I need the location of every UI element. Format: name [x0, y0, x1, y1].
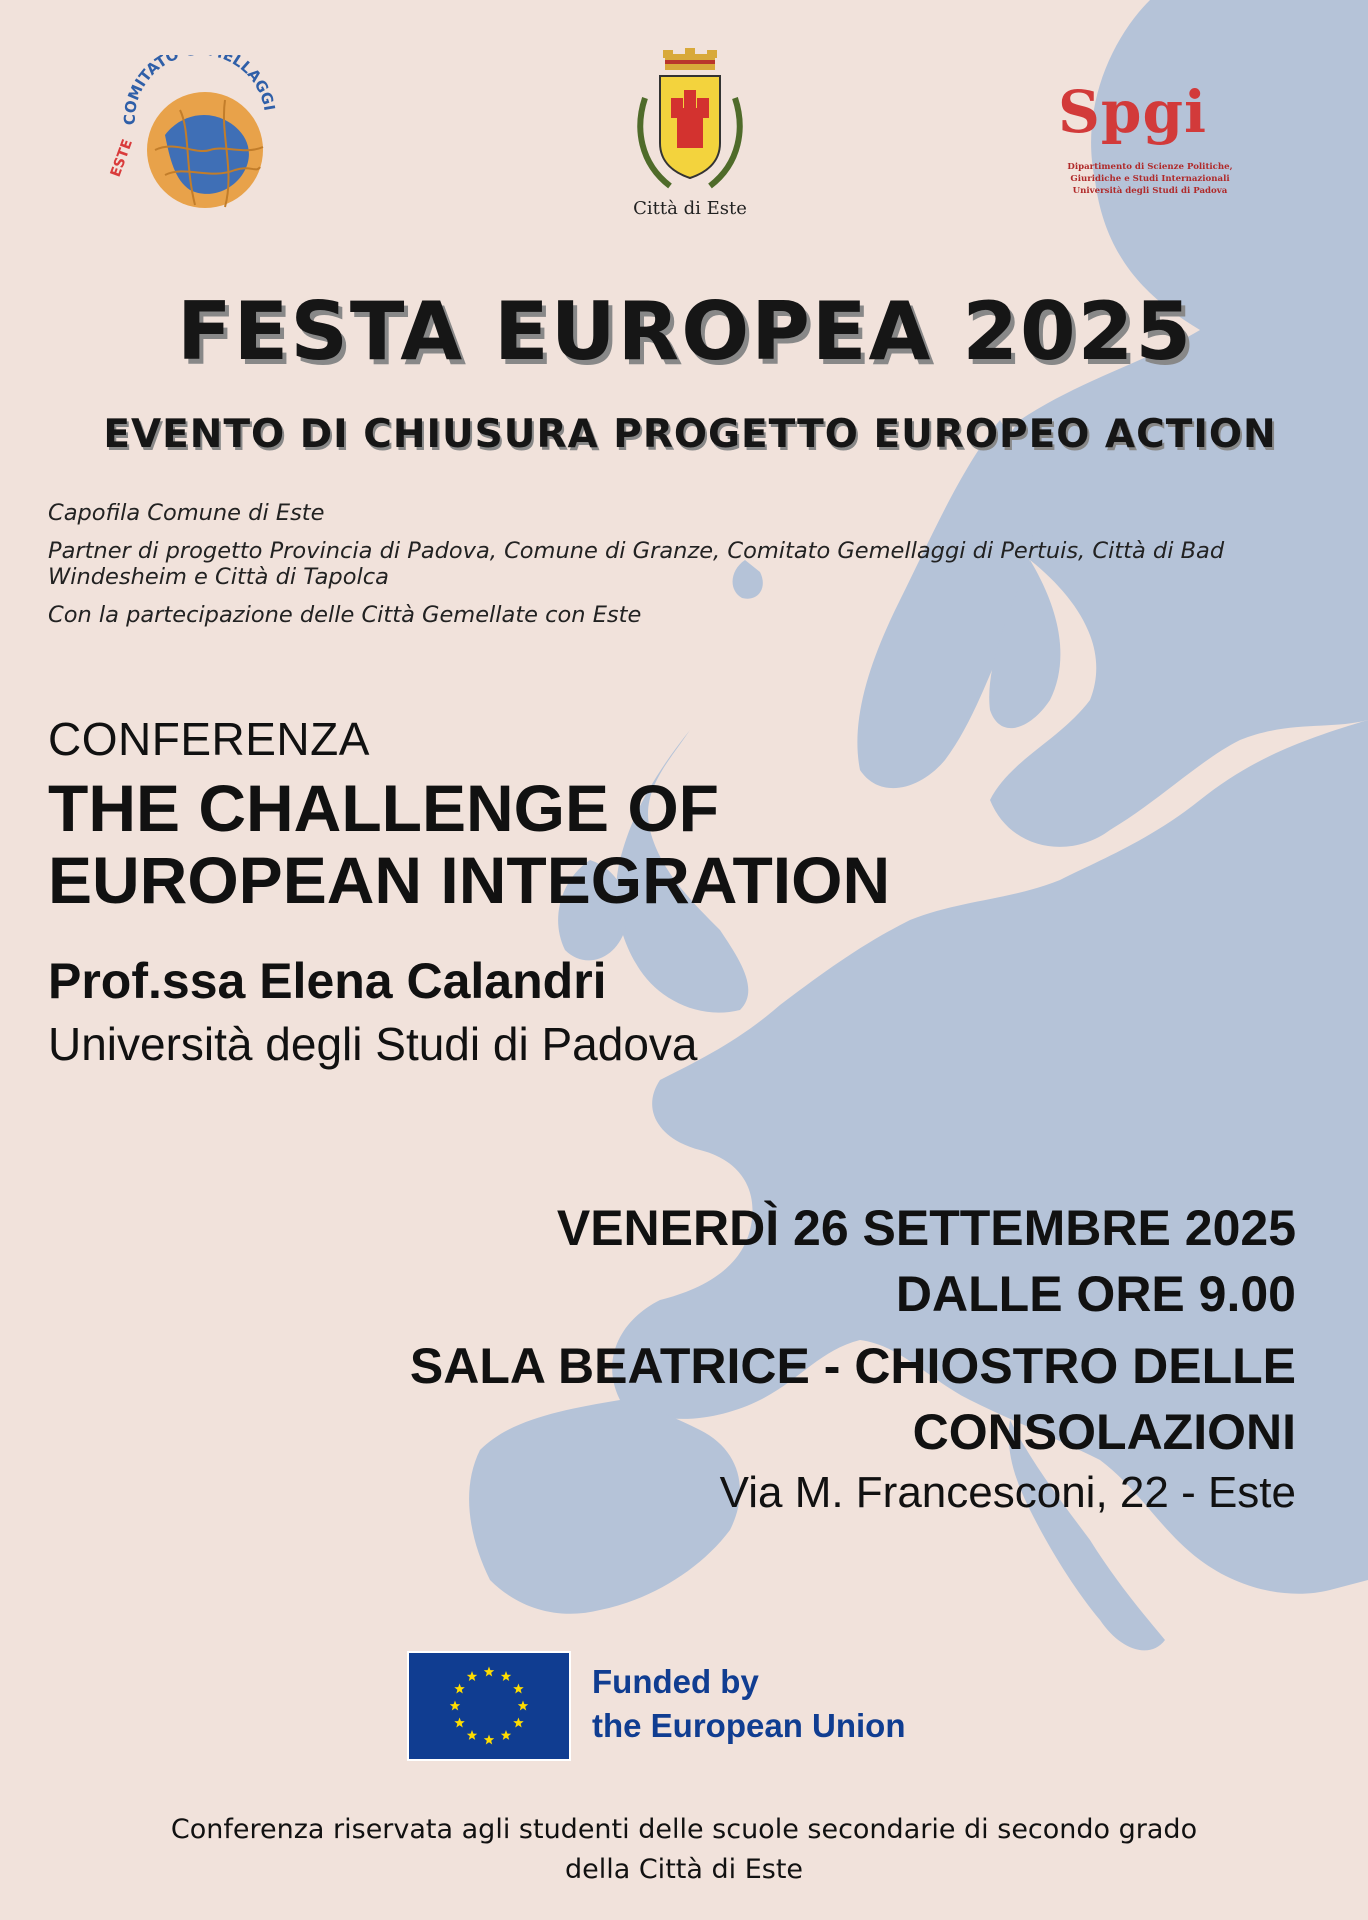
- event-time: DALLE ORE 9.00: [895, 1266, 1296, 1322]
- citta-di-este-logo: [625, 48, 755, 223]
- event-subtitle: EVENTO DI CHIUSURA PROGETTO EUROPEO ACTION: [103, 412, 1277, 457]
- eu-star-icon: [518, 1701, 528, 1711]
- spgi-line: Dipartimento di Scienze Politiche,: [1067, 162, 1233, 172]
- eu-star-icon: [513, 1718, 523, 1728]
- spgi-wordmark: Spgi: [1058, 78, 1208, 146]
- venue-line: CONSOLAZIONI: [912, 1404, 1296, 1460]
- funding-line: the European Union: [592, 1707, 906, 1744]
- conference-title-line: THE CHALLENGE OF: [48, 771, 719, 845]
- speaker-affiliation: Università degli Studi di Padova: [48, 1018, 698, 1070]
- comitato-arc-text: COMITATO ELLAGGI: [120, 55, 279, 126]
- venue-line: SALA BEATRICE - CHIOSTRO DELLE: [409, 1338, 1296, 1394]
- conference-label: CONFERENZA: [48, 713, 370, 765]
- eu-flag-icon: [407, 1651, 571, 1761]
- conference-title: [48, 772, 1148, 916]
- eu-star-icon: [484, 1667, 494, 1677]
- eu-star-icon: [454, 1718, 464, 1728]
- footer-note: [40, 1810, 1328, 1890]
- participation-text: Con la partecipazione delle Città Gemellate con Este: [48, 602, 642, 628]
- eu-star-icon: [484, 1735, 494, 1745]
- eu-star-icon: [513, 1684, 523, 1694]
- eu-star-icon: [501, 1671, 511, 1681]
- globe-icon: [95, 55, 295, 215]
- partners-block: [48, 500, 1268, 640]
- lead-partner-text: Capofila Comune di Este: [48, 500, 325, 526]
- event-title: FESTA EUROPEA 2025: [177, 285, 1193, 378]
- spgi-logo: [1040, 78, 1260, 208]
- spgi-line: Giuridiche e Studi Internazionali: [1070, 174, 1230, 184]
- este-caption: Città di Este: [633, 198, 747, 219]
- eu-star-icon: [454, 1684, 464, 1694]
- comitato-side-text: ESTE: [107, 137, 136, 180]
- funding-line: Funded by: [592, 1663, 759, 1700]
- project-partners-text: Partner di progetto Provincia di Padova, Comune di Granze, Comitato Gemellaggi di Pertuis, Città di Bad Windesheim e Città di Tapolca: [48, 538, 1225, 590]
- coat-of-arms-icon: [625, 48, 755, 198]
- eu-stars-icon: [409, 1653, 569, 1759]
- event-address: Via M. Francesconi, 22 - Este: [719, 1468, 1296, 1517]
- spgi-department-text: [1040, 161, 1260, 197]
- footer-line: Conferenza riservata agli studenti delle scuole secondarie di secondo grado: [170, 1814, 1198, 1845]
- eu-star-icon: [501, 1730, 511, 1740]
- conference-title-line: EUROPEAN INTEGRATION: [48, 843, 891, 917]
- eu-star-icon: [467, 1671, 477, 1681]
- comitato-gemellaggi-logo: [95, 55, 295, 215]
- event-datetime: [196, 1195, 1296, 1327]
- spgi-line: Università degli Studi di Padova: [1072, 186, 1228, 196]
- eu-star-icon: [450, 1701, 460, 1711]
- event-venue: [196, 1333, 1296, 1465]
- speaker-name: Prof.ssa Elena Calandri: [48, 953, 607, 1009]
- event-date: VENERDÌ 26 SETTEMBRE 2025: [556, 1200, 1296, 1256]
- eu-funding-text: [592, 1660, 906, 1748]
- eu-star-icon: [467, 1730, 477, 1740]
- footer-line: della Città di Este: [564, 1854, 804, 1885]
